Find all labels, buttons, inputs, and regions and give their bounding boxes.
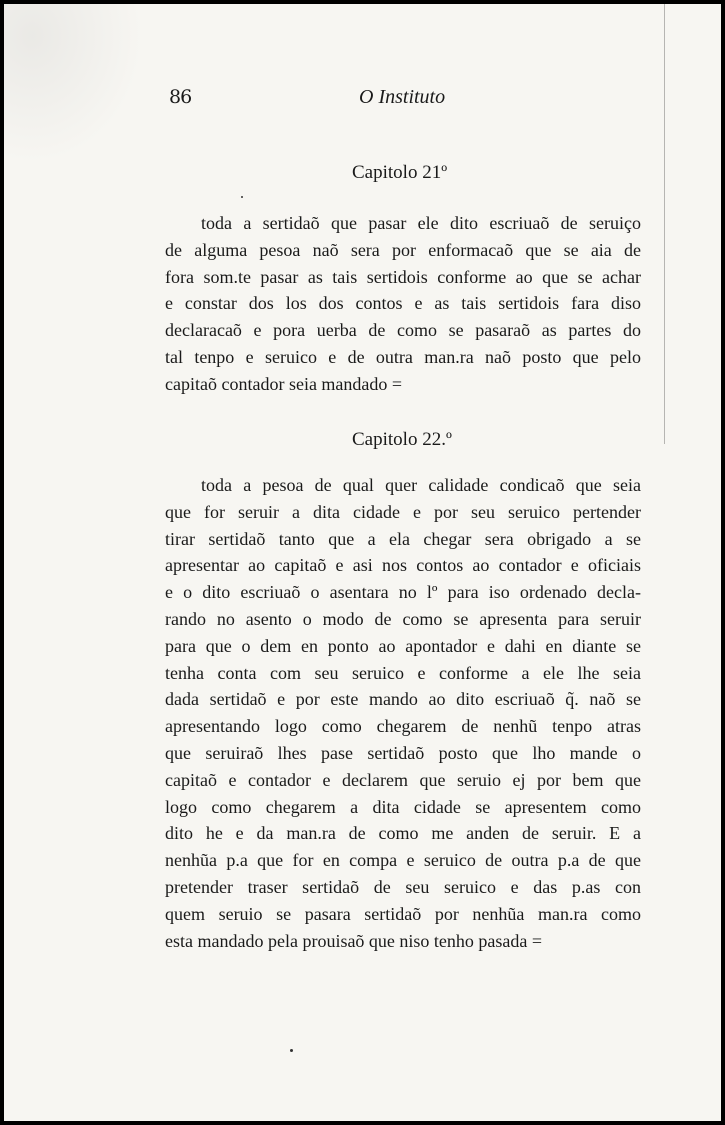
- document-page: [4, 4, 721, 1121]
- page-number: 86: [169, 86, 192, 108]
- text-line: dito he e da man.ra de como me anden de seruir. E a: [165, 823, 641, 844]
- text-line: que for seruir a dita cidade e por seu seruico pertender: [165, 501, 641, 522]
- chapter-paragraph: [165, 472, 641, 954]
- text-line: apresentando logo como chegarem de nenhũ tenpo atras: [165, 716, 641, 737]
- text-line: apresentar ao capitaõ e asi nos contos ao contador e oficiais: [165, 555, 641, 576]
- text-line: tal tenpo e seruico e de outra man.ra naõ posto que pelo: [165, 346, 641, 367]
- text-line: tirar sertidaõ tanto que a ela chegar sera obrigado a se: [165, 528, 641, 549]
- ink-speck: [290, 1049, 293, 1052]
- text-line: fora som.te pasar as tais sertidois conforme ao que se achar: [165, 266, 641, 287]
- text-line: para que o dem en ponto ao apontador e dahi en diante se: [165, 635, 641, 656]
- text-line: pretender traser sertidaõ de seu seruico e das p.as con: [165, 876, 641, 897]
- chapter-heading: Capitolo 22.º: [352, 429, 452, 450]
- chapter-heading: Capitolo 21º: [352, 162, 448, 183]
- page-edge-line: [664, 4, 665, 444]
- page-header: [4, 84, 721, 114]
- text-line: toda a pesoa de qual quer calidade condicaõ que seia: [201, 475, 641, 495]
- text-line: capitaõ e contador e declarem que seruio ej por bem que: [165, 769, 641, 790]
- text-line: que seruiraõ lhes pase sertidaõ posto que lho mande o: [165, 742, 641, 763]
- text-line: rando no asento o modo de como se apresenta para seruir: [165, 608, 641, 629]
- ink-speck: [241, 196, 243, 198]
- text-line: esta mandado pela prouisaõ que niso tenho pasada =: [165, 930, 543, 951]
- text-line: e o dito escriuaõ o asentara no lº para iso ordenado decla-: [165, 582, 641, 603]
- text-line: tenha conta com seu seruico e conforme a ele lhe seia: [165, 662, 641, 683]
- chapter-paragraph: [165, 210, 641, 398]
- running-title: O Instituto: [359, 86, 446, 108]
- text-line: quem seruio se pasara sertidaõ por nenhũa man.ra como: [165, 903, 641, 924]
- text-line: de alguma pesoa naõ sera por enformacaõ que se aia de: [165, 239, 641, 260]
- text-line: capitaõ contador seia mandado =: [165, 373, 403, 394]
- text-line: declaracaõ e pora uerba de como se pasaraõ as partes do: [165, 320, 641, 341]
- text-line: logo como chegarem a dita cidade se apresentem como: [165, 796, 641, 817]
- text-line: nenhũa p.a que for en compa e seruico de outra p.a de que: [165, 850, 641, 871]
- text-line: dada sertidaõ e por este mando ao dito escriuaõ q̃. naõ se: [165, 689, 641, 710]
- text-line: toda a sertidaõ que pasar ele dito escriuaõ de seruiço: [201, 213, 641, 233]
- text-line: e constar dos los dos contos e as tais sertidois fara diso: [165, 293, 641, 314]
